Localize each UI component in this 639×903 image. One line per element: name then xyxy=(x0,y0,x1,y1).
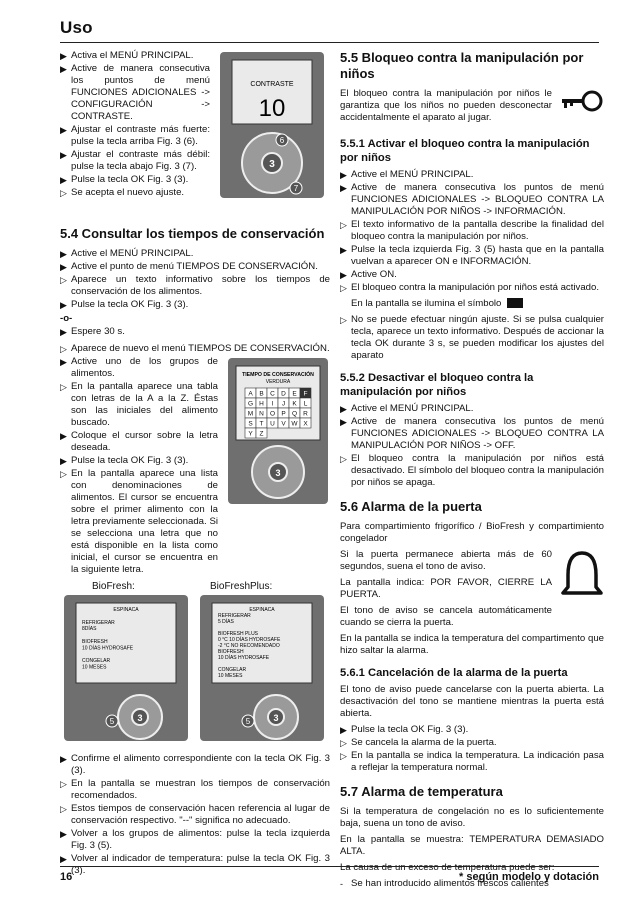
grid-letter: I xyxy=(271,400,274,408)
panel-biofresh-ok-number: 3 xyxy=(137,713,143,723)
bullet-marker: ▷ xyxy=(60,275,67,285)
bullet-marker: ▶ xyxy=(60,754,67,764)
list-item-text: Se han introducido alimentos frescos calientes xyxy=(351,878,549,889)
bullet-marker: ▶ xyxy=(60,854,67,864)
down-button-number: 7 xyxy=(293,184,299,193)
list-item xyxy=(60,124,210,148)
section-5-5-title: 5.5 Bloqueo contra la manipulación por niños xyxy=(340,50,584,81)
panel-biofreshplus xyxy=(198,581,326,747)
list-item-text: Activa el MENÚ PRINCIPAL. xyxy=(71,50,194,61)
header-rule xyxy=(60,42,599,43)
bullet-marker: ▷ xyxy=(60,344,67,354)
list-item-text: Pulse la tecla OK Fig. 3 (3). xyxy=(71,455,189,466)
panel-line: BIOFRESH xyxy=(82,639,108,645)
panel-line: 10 DÍAS HYDROSAFE xyxy=(82,645,134,652)
panel-biofresh xyxy=(62,581,190,747)
list-item xyxy=(340,269,604,281)
panel-line: CONGELAR xyxy=(218,667,247,673)
bullet-marker: ▶ xyxy=(60,456,67,466)
list-item xyxy=(340,244,604,268)
grid-letter: H xyxy=(259,400,264,408)
list-item xyxy=(60,274,330,298)
grid-title: TIEMPO DE CONSERVACIÓN xyxy=(242,372,314,378)
panel-biofresh-svg xyxy=(62,593,190,743)
bullet-marker: ▷ xyxy=(340,283,347,293)
list-item-text: En la pantalla se muestran los tiempos de conservación recomendados. xyxy=(71,778,330,801)
list-item-text: Active de manera consecutiva los puntos de menú FUNCIONES ADICIONALES -> CONFIGURACIÓN -> CONTRASTE. xyxy=(71,63,210,122)
list-item-text: Ajustar el contraste más débil: pulse la tecla abajo Fig. 3 (7). xyxy=(71,149,210,172)
panel-line: REFRIGERAR xyxy=(82,619,115,626)
bullet-marker: ▷ xyxy=(60,188,67,198)
bullet-marker: ▶ xyxy=(60,64,67,74)
bullet-marker: - xyxy=(340,879,343,889)
grid-letter: B xyxy=(259,390,264,398)
list-item xyxy=(60,299,330,311)
list-item-text: Pulse la tecla izquierda Fig. 3 (5) hasta que en la pantalla vuelvan a aparecer ON e INFORMACIÓN. xyxy=(351,244,604,267)
list-item xyxy=(60,381,218,429)
grid-letter: E xyxy=(292,390,297,398)
bullet-marker: ▶ xyxy=(340,404,347,414)
bullet-marker: ▶ xyxy=(60,829,67,839)
list-item xyxy=(60,174,210,186)
grid-letter: T xyxy=(259,420,264,428)
up-button-number: 6 xyxy=(279,136,285,145)
symbol-line-text: En la pantalla se ilumina el símbolo xyxy=(351,298,502,309)
bullet-marker: ▶ xyxy=(340,270,347,280)
list-item xyxy=(340,416,604,452)
list-item xyxy=(340,403,604,415)
list-item-text: Active el MENÚ PRINCIPAL. xyxy=(351,403,474,414)
panel-line: BIOFRESH xyxy=(218,649,244,655)
panel-line: 10 DÍAS HYDROSAFE xyxy=(218,655,270,661)
list-item xyxy=(60,149,210,173)
list-item-text: Volver a los grupos de alimentos: pulse la tecla izquierda Fig. 3 (5). xyxy=(71,828,330,851)
panel-biofresh-label: BioFresh: xyxy=(92,581,135,592)
key-icon xyxy=(560,88,604,114)
sec561-p1: El tono de aviso puede cancelarse con la puerta abierta. La desactivación del tono se mantiene mientras la puerta está abierta. xyxy=(340,684,604,719)
list-item xyxy=(340,737,604,749)
grid-letter: Q xyxy=(291,410,298,418)
bullet-marker: ▷ xyxy=(60,382,67,392)
list-item-text: Estos tiempos de conservación hacen referencia al lugar de conservación respectivo. "--" significa no adecuado. xyxy=(71,803,330,826)
list-item xyxy=(340,453,604,489)
sec56-p5: En la pantalla se indica la temperatura del compartimento que hizo saltar la alarma. xyxy=(340,633,604,656)
sec54-steps-d xyxy=(60,356,218,576)
bullet-marker: ▶ xyxy=(340,417,347,427)
list-item-text: El bloqueo contra la manipulación por niños está desactivado. El símbolo del bloqueo contra la manipulación por niños se apaga. xyxy=(351,453,604,488)
list-item xyxy=(340,724,604,736)
list-item-text: Coloque el cursor sobre la letra deseada. xyxy=(71,430,218,453)
bullet-marker: ▷ xyxy=(340,751,347,761)
sec57-p1: Si la temperatura de congelación no es lo suficientemente baja, suena un tono de aviso. xyxy=(340,806,604,829)
panel-biofresh-left-number: 5 xyxy=(109,717,115,726)
section-5-7-title: 5.7 Alarma de temperatura xyxy=(340,784,503,799)
grid-letter: P xyxy=(281,410,286,418)
sec54-steps-a xyxy=(60,248,330,311)
list-item xyxy=(60,248,330,260)
list-item-text: Active uno de los grupos de alimentos. xyxy=(71,356,218,379)
bullet-marker: ▷ xyxy=(60,779,67,789)
list-item xyxy=(60,468,218,576)
bullet-marker: ▶ xyxy=(340,245,347,255)
sec551-steps xyxy=(340,169,604,294)
contrast-block xyxy=(60,50,330,204)
sec57-p2: En la pantalla se muestra: TEMPERATURA DEMASIADO ALTA. xyxy=(340,834,604,857)
letter-grid-panel xyxy=(226,356,330,506)
sec56-p1: Para compartimiento frigorífico / BioFresh y compartimiento congelador xyxy=(340,521,604,544)
footer-rule xyxy=(60,866,599,867)
grid-letter: X xyxy=(303,420,308,428)
list-item-text: En la pantalla aparece una tabla con letras de la A a la Z. Éstas son las iniciales del alimento buscado. xyxy=(71,381,218,428)
contrast-figure xyxy=(218,50,326,204)
grid-letter: O xyxy=(269,410,276,418)
grid-letter: Z xyxy=(259,430,264,438)
sec55-block xyxy=(340,88,604,128)
list-item xyxy=(340,282,604,294)
list-item xyxy=(340,314,604,362)
panel-line: ESPINACA xyxy=(113,607,139,613)
panel-line: REFRIGERAR xyxy=(218,613,251,619)
grid-letter: Y xyxy=(248,430,253,438)
list-item-text: Espere 30 s. xyxy=(71,326,125,337)
list-item-text: En la pantalla aparece una lista con denominaciones de alimentos. El cursor se encuentra sobre el primer alimento con la letra previamente seleccionada. Si se selecciona una letra que no está disponible en la lista como inicial, el cursor se encuentra en la siguiente letra. xyxy=(71,468,218,575)
list-item-text: En la pantalla se indica la temperatura. La indicación pasa a reflejar la temperatura normal. xyxy=(351,750,604,773)
panel-line: ESPINACA xyxy=(249,607,275,613)
list-item-text: El bloqueo contra la manipulación por niños está activado. xyxy=(351,282,599,293)
bullet-marker: ▶ xyxy=(60,249,67,259)
list-item-text: Active el punto de menú TIEMPOS DE CONSERVACIÓN. xyxy=(71,261,318,272)
grid-letter: L xyxy=(303,400,308,408)
bullet-marker: ▶ xyxy=(60,262,67,272)
symbol-line xyxy=(351,298,604,310)
grid-letter: U xyxy=(270,420,275,428)
panel-biofreshplus-label: BioFreshPlus: xyxy=(210,581,273,592)
bell-icon xyxy=(560,549,604,599)
list-item-text: Active de manera consecutiva los puntos de menú FUNCIONES ADICIONALES -> BLOQUEO CONTRA LA MANIPULACIÓN POR NIÑOS -> INFORMACIÓN. xyxy=(351,182,604,217)
panel-line: -2 °C NO RECOMENDADO xyxy=(218,643,280,649)
panel-biofreshplus-svg xyxy=(198,593,326,743)
footer-note: * según modelo y dotación xyxy=(459,871,599,883)
contrast-steps xyxy=(60,50,210,199)
bullet-marker: ▷ xyxy=(60,804,67,814)
list-item-text: Ajustar el contraste más fuerte: pulse la tecla arriba Fig. 3 (6). xyxy=(71,124,210,147)
list-item xyxy=(60,455,218,467)
list-item-text: Aparece de nuevo el menú TIEMPOS DE CONSERVACIÓN. xyxy=(71,343,330,354)
sec56-p2: Si la puerta permanece abierta más de 60 segundos, suena el tono de aviso. xyxy=(340,549,552,572)
lock-symbol-icon xyxy=(507,298,523,308)
contrast-label: CONTRASTE xyxy=(250,81,294,88)
list-item xyxy=(60,50,210,62)
panel-biofreshplus-left-number: 5 xyxy=(245,717,251,726)
left-column xyxy=(60,50,330,878)
grid-letter: D xyxy=(281,390,286,398)
panel-line: 0 °C 10 DÍAS HYDROSAFE xyxy=(218,637,281,643)
list-item-text: Active de manera consecutiva los puntos de menú FUNCIONES ADICIONALES -> BLOQUEO CONTRA LA MANIPULACIÓN POR NIÑOS -> OFF. xyxy=(351,416,604,451)
grid-ok-number: 3 xyxy=(275,468,281,478)
grid-letter: R xyxy=(303,410,308,418)
bullet-marker: ▶ xyxy=(60,125,67,135)
list-item xyxy=(340,750,604,774)
section-5-5-2-title: 5.5.2 Desactivar el bloqueo contra la manipulación por niños xyxy=(340,372,534,398)
panels-row xyxy=(62,581,330,747)
list-item xyxy=(340,169,604,181)
list-item xyxy=(60,343,330,355)
section-5-6-title: 5.6 Alarma de la puerta xyxy=(340,499,482,514)
grid-letter: F xyxy=(303,390,308,398)
list-item xyxy=(340,219,604,243)
right-column xyxy=(340,50,604,891)
list-item xyxy=(60,753,330,777)
list-item-text: Aparece un texto informativo sobre los tiempos de conservación de los alimentos. xyxy=(71,274,330,297)
grid-letter: K xyxy=(292,400,297,408)
list-item xyxy=(60,828,330,852)
list-item xyxy=(60,853,330,877)
bullet-marker: ▶ xyxy=(340,725,347,735)
list-item-text: Se cancela la alarma de la puerta. xyxy=(351,737,497,748)
panel-line: CONGELAR xyxy=(82,658,111,665)
panel-line: BIOFRESH PLUS xyxy=(218,631,259,637)
bullet-marker: ▶ xyxy=(60,175,67,185)
panel-line: 5 DÍAS xyxy=(218,619,234,625)
grid-letter: V xyxy=(281,420,286,428)
panel-biofreshplus-ok-number: 3 xyxy=(273,713,279,723)
grid-letter: M xyxy=(247,410,254,418)
sec552-steps xyxy=(340,403,604,489)
list-item-text: Confirme el alimento correspondiente con la tecla OK Fig. 3 (3). xyxy=(71,753,330,776)
panel-line: 10 MESES xyxy=(218,673,243,679)
section-5-5-1-title: 5.5.1 Activar el bloqueo contra la manipulación por niños xyxy=(340,138,590,164)
grid-letter: W xyxy=(291,420,298,428)
bullet-marker: ▶ xyxy=(60,150,67,160)
list-item-text: Active el MENÚ PRINCIPAL. xyxy=(71,248,194,259)
bullet-marker: ▷ xyxy=(340,315,347,325)
grid-letter: A xyxy=(248,390,253,398)
list-item-text: Volver al indicador de temperatura: pulse la tecla OK Fig. 3 (3). xyxy=(71,853,330,876)
bullet-marker: ▶ xyxy=(60,357,67,367)
list-item xyxy=(60,356,218,380)
list-item xyxy=(60,63,210,123)
list-item-text: Active el MENÚ PRINCIPAL. xyxy=(351,169,474,180)
list-item xyxy=(340,182,604,218)
list-item-text: No se puede efectuar ningún ajuste. Si se pulsa cualquier tecla, aparece un texto informativo. Después de accionar la tecla OK durante 3 s, se pueden modificar los ajustes del aparato xyxy=(351,314,604,361)
pause-symbol: -o- xyxy=(60,313,73,324)
bullet-marker: ▷ xyxy=(60,469,67,479)
list-item-text: Pulse la tecla OK Fig. 3 (3). xyxy=(71,174,189,185)
sec56-bell-block xyxy=(340,549,604,633)
list-item-text: Active ON. xyxy=(351,269,397,280)
page-number: 16 xyxy=(60,871,73,883)
bullet-marker: ▶ xyxy=(60,431,67,441)
list-item xyxy=(60,778,330,802)
grid-letter: J xyxy=(281,400,286,408)
contrast-value: 10 xyxy=(258,95,286,122)
bullet-marker: ▷ xyxy=(340,738,347,748)
sec55-text: El bloqueo contra la manipulación por niños le garantiza que los niños no pueden desconectar accidentalmente el aparato al jugar. xyxy=(340,88,552,123)
panel-line: 8DÍAS xyxy=(82,626,97,633)
section-5-6-1-title: 5.6.1 Cancelación de la alarma de la puerta xyxy=(340,667,568,679)
section-5-4-title: 5.4 Consultar los tiempos de conservación xyxy=(60,226,325,241)
bullet-marker: ▶ xyxy=(340,183,347,193)
sec54-steps-e xyxy=(60,753,330,877)
list-item xyxy=(60,187,210,199)
sec551-steps-2 xyxy=(340,314,604,362)
bullet-marker: ▶ xyxy=(60,327,67,337)
bullet-marker: ▷ xyxy=(340,220,347,230)
panel-line: 10 MESES xyxy=(82,664,107,671)
bullet-marker: ▶ xyxy=(60,300,67,310)
grid-letter: C xyxy=(270,390,275,398)
grid-letter: N xyxy=(259,410,264,418)
list-item-text: Pulse la tecla OK Fig. 3 (3). xyxy=(71,299,189,310)
list-item-text: El texto informativo de la pantalla describe la finalidad del bloqueo contra la manipulación por niños. xyxy=(351,219,604,242)
list-item-text: Se acepta el nuevo ajuste. xyxy=(71,187,185,198)
grid-letter: G xyxy=(247,400,254,408)
contrast-panel xyxy=(218,50,326,200)
list-item xyxy=(60,803,330,827)
grid-block xyxy=(60,356,330,577)
sec57-p3: La causa de un exceso de temperatura puede ser: xyxy=(340,862,555,873)
sec54-steps-b xyxy=(60,326,330,338)
grid-letter: S xyxy=(248,420,253,428)
list-item-text: Pulse la tecla OK Fig. 3 (3). xyxy=(351,724,469,735)
list-item xyxy=(60,326,330,338)
page-title: Uso xyxy=(60,18,93,37)
sec561-steps xyxy=(340,724,604,774)
sec54-steps-c xyxy=(60,343,330,355)
bullet-marker: ▶ xyxy=(340,170,347,180)
sec56-p3: La pantalla indica: POR FAVOR, CIERRE LA PUERTA. xyxy=(340,577,552,600)
grid-subtitle: VERDURA xyxy=(265,379,291,385)
sec56-p4: El tono de aviso se cancela automáticamente cuando se cierra la puerta. xyxy=(340,605,552,628)
list-item xyxy=(60,261,330,273)
letter-grid-figure xyxy=(226,356,330,510)
bullet-marker: ▶ xyxy=(60,51,67,61)
ok-button-number: 3 xyxy=(269,159,275,170)
list-item xyxy=(60,430,218,454)
bullet-marker: ▷ xyxy=(340,454,347,464)
